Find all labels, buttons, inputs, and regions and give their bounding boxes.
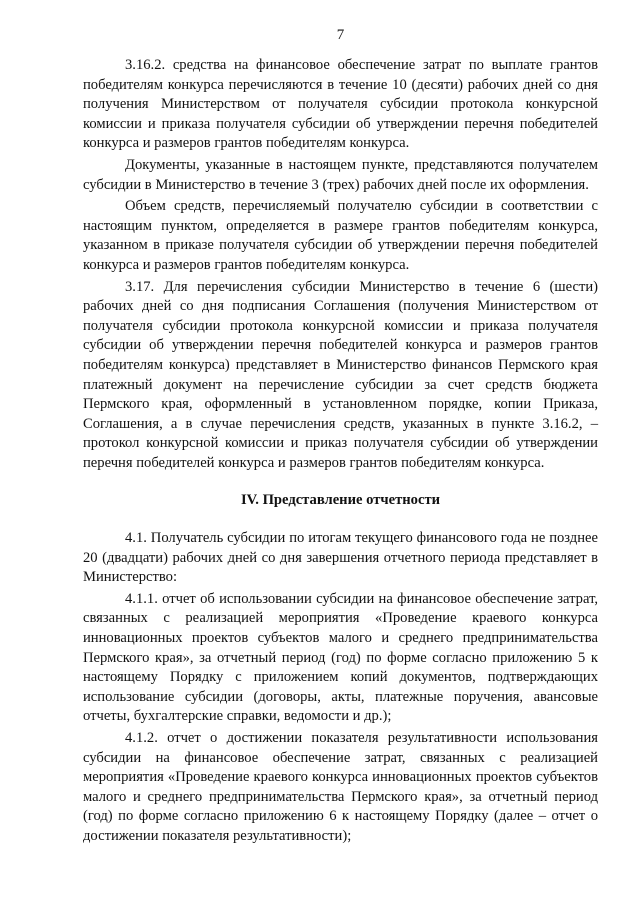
paragraph-4-1-2: 4.1.2. отчет о достижении показателя результативности использования субсидии на финансовое обеспечение затрат, связанных с реализацией мероприятия «Проведение краевого конкурса инновационных проектов субъектов малого и среднего предпринимательства Пермского края», за отчетный период (год) по форме согласно приложению 6 к настоящему Порядку (далее – отчет о достижении показателя результативности); [83,730,598,844]
paragraph-3-16-2: 3.16.2. средства на финансовое обеспечение затрат по выплате грантов победителям конкурса перечисляются в течение 10 (десяти) рабочих дней со дня получения Министерством от получателя субсидии протокола конкурсной комиссии и приказа получателя субсидии об утверждении перечня победителей конкурса и размеров грантов победителям конкурса. [83,57,598,152]
section-title: IV. Представление отчетности [240,492,441,509]
paragraph-3-17: 3.17. Для перечисления субсидии Министерство в течение 6 (шести) рабочих дней со дня подписания Соглашения (получения Министерством от получателя субсидии протокола конкурсной комиссии и приказа получателя субсидии об утверждении перечня победителей конкурса и размеров грантов победителям конкурса) представляет в Министерство финансов Пермского края платежный документ на перечисление субсидии за счет средств бюджета Пермского края, оформленный в установленном порядке, копии Приказа, Соглашения, а в случае перечисления средств, указанных в пункте 3.16.2, – протокол конкурсной комиссии и приказ получателя субсидии об утверждении перечня победителей конкурса и размеров грантов победителям конкурса. [83,278,598,471]
paragraph-4-1-1: 4.1.1. отчет об использовании субсидии на финансовое обеспечение затрат, связанных с реализацией мероприятия «Проведение краевого конкурса инновационных проектов субъектов малого и среднего предпринимательства Пермского края», за отчетный период (год) по форме согласно приложению 5 к настоящему Порядку с приложением копий документов, подтверждающих использование субсидии (договоры, акты, платежные поручения, авансовые отчеты, бухгалтерские справки, ведомости и др.); [83,590,598,725]
paragraph-documents: Документы, указанные в настоящем пункте, представляются получателем субсидии в Министерство в течение 3 (трех) рабочих дней после их оформления. [83,156,598,193]
page-number: 7 [336,27,345,43]
paragraph-volume: Объем средств, перечисляемый получателю субсидии в соответствии с настоящим пунктом, определяется в размере грантов победителям конкурса, указанном в приказе получателя субсидии об утверждении перечня победителей конкурса и размеров грантов победителям конкурса. [83,198,598,273]
paragraph-4-1: 4.1. Получатель субсидии по итогам текущего финансового года не позднее 20 (двадцати) рабочих дней со дня завершения отчетного периода представляет в Министерство: [83,530,598,586]
